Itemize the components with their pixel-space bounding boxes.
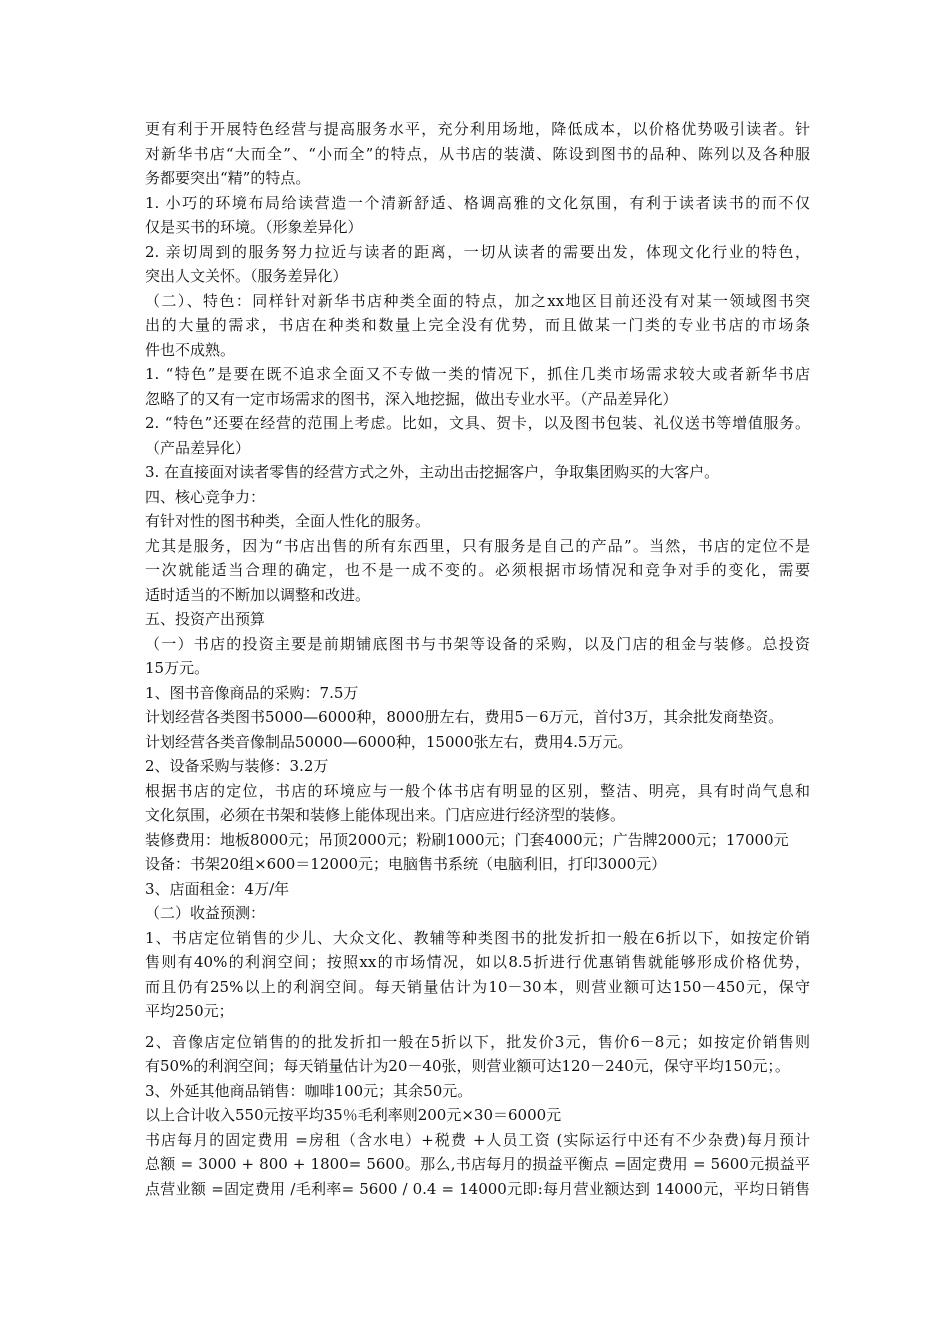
text-line: 五、投资产出预算	[145, 610, 266, 628]
paragraph	[145, 828, 810, 853]
text-line: 1、书店定位销售的少儿、大众文化、教辅等种类图书的批发折扣一般在6折以下，如按定价销	[145, 928, 810, 947]
text-line: 尤其是服务，因为“书店出售的所有东西里，只有服务是自己的产品”。当然，书店的定位不是	[145, 536, 810, 555]
paragraph	[145, 681, 810, 706]
text-line: 1. “特色”是要在既不追求全面又不专做一类的情况下，抓住几类市场需求较大或者新华书店	[145, 365, 810, 383]
text-line: 文化氛围，必须在书架和装修上能体现出来。门店应进行经济型的装修。	[145, 806, 626, 824]
text-line: 出的大量的需求，书店在种类和数量上完全没有优势，而且做某一门类的专业书店的市场条	[145, 316, 810, 334]
paragraph	[145, 289, 810, 363]
paragraph	[145, 1128, 810, 1202]
text-line: 点营业额 =固定费用 /毛利率= 5600 / 0.4 = 14000元即:每月营业额达到 14000元，平均日销售	[145, 1179, 810, 1198]
text-line: （二）收益预测：	[145, 904, 266, 922]
text-line: 15万元。	[145, 659, 210, 677]
text-line: 2. “特色”还要在经营的范围上考虑。比如，文具、贺卡，以及图书包装、礼仪送书等增值服务。	[145, 414, 810, 432]
text-line: 售则有40%的利润空间；按照xx的市场情况，如以8.5折进行优惠销售就能够形成价格优势，	[145, 953, 810, 971]
paragraph	[145, 534, 810, 608]
text-line: 书店每月的固定费用 =房租（含水电）+税费 +人员工资 (实际运行中还有不少杂费)每月预计	[145, 1130, 810, 1149]
text-line: 务都要突出“精”的特点。	[145, 169, 311, 187]
text-line: 而且仍有25%以上的利润空间。每天销量估计为10－30本，则营业额可达150－450元，保守	[145, 977, 810, 996]
text-line: 有针对性的图书种类，全面人性化的服务。	[145, 512, 431, 530]
text-line: 1. 小巧的环境布局给读营造一个清新舒适、格调高雅的文化氛围，有利于读者读书的而不仅	[145, 193, 810, 212]
paragraph	[145, 1103, 810, 1128]
text-line: 有50%的利润空间；每天销量估计为20－40张，则营业额可达120－240元，保守平均150元；。	[145, 1057, 790, 1075]
paragraph	[145, 509, 810, 534]
text-line: 设备：书架20组×600＝12000元；电脑售书系统（电脑利旧，打印3000元）	[145, 855, 667, 873]
text-line: （一）书店的投资主要是前期铺底图书与书架等设备的采购，以及门店的租金与装修。总投资	[145, 634, 810, 653]
paragraph	[145, 754, 810, 779]
text-line: 1、图书音像商品的采购：7.5万	[145, 683, 359, 702]
text-line: 2、设备采购与装修：3.2万	[145, 757, 329, 775]
text-line: 根据书店的定位，书店的环境应与一般个体书店有明显的区别，整洁、明亮，具有时尚气息和	[145, 781, 810, 800]
paragraph	[145, 926, 810, 1024]
paragraph	[145, 411, 810, 460]
paragraph	[145, 901, 810, 926]
text-line: 突出人文关怀。（服务差异化）	[145, 267, 348, 285]
paragraph	[145, 632, 810, 681]
text-line: 四、核心竞争力：	[145, 487, 266, 506]
text-line: 件也不成熟。	[145, 340, 236, 359]
paragraph	[145, 485, 810, 510]
paragraph	[145, 117, 810, 191]
text-line: 计划经营各类图书5000—6000种，8000册左右，费用5－6万元，首付3万，其余批发商垫资。	[145, 708, 784, 726]
text-line: 一次就能适当合理的确定，也不是一成不变的。必须根据市场情况和竞争对手的变化，需要	[145, 561, 810, 579]
text-line: 装修费用：地板8000元；吊顶2000元；粉刷1000元；门套4000元；广告牌2000元；17000元	[145, 830, 789, 849]
document-body	[145, 117, 810, 1201]
text-line: 对新华书店“大而全”、“小而全”的特点，从书店的装潢、陈设到图书的品种、陈列以及各种服	[145, 144, 810, 163]
paragraph	[145, 877, 810, 902]
paragraph	[145, 460, 810, 485]
text-line: 忽略了的又有一定市场需求的图书，深入地挖掘，做出专业水平。（产品差异化）	[145, 389, 678, 408]
paragraph	[145, 240, 810, 289]
text-line: 2、音像店定位销售的的批发折扣一般在5折以下，批发价3元，售价6－8元；如按定价销售则	[145, 1032, 810, 1051]
text-line: 3. 在直接面对读者零售的经营方式之外，主动出击挖掘客户，争取集团购买的大客户。	[145, 463, 720, 481]
paragraph	[145, 705, 810, 730]
text-line: 仅是买书的环境。（形象差异化）	[145, 218, 363, 236]
text-line: 总额 = 3000 + 800 + 1800= 5600。那么,书店每月的损益平衡点 =固定费用 = 5600元损益平	[145, 1155, 810, 1173]
text-line: 3、店面租金：4万/年	[145, 879, 290, 898]
text-line: 3、外延其他商品销售：咖啡100元；其余50元。	[145, 1081, 473, 1100]
paragraph	[145, 1079, 810, 1104]
paragraph	[145, 852, 810, 877]
text-line: （二）、特色：同样针对新华书店种类全面的特点，加之xx地区目前还没有对某一领域图书突	[145, 291, 810, 310]
text-line: 平均250元；	[145, 1002, 234, 1020]
paragraph	[145, 779, 810, 828]
text-line: 适时适当的不断加以调整和改进。	[145, 585, 371, 604]
paragraph	[145, 730, 810, 755]
text-line: 以上合计收入550元按平均35％毛利率则200元×30＝6000元	[145, 1106, 562, 1124]
paragraph	[145, 362, 810, 411]
text-line: （产品差异化）	[145, 438, 251, 457]
paragraph	[145, 607, 810, 632]
text-line: 更有利于开展特色经营与提高服务水平，充分利用场地，降低成本，以价格优势吸引读者。针	[145, 120, 810, 138]
text-line: 计划经营各类音像制品50000—6000种，15000张左右，费用4.5万元。	[145, 732, 633, 751]
paragraph	[145, 1030, 810, 1079]
text-line: 2. 亲切周到的服务努力拉近与读者的距离，一切从读者的需要出发，体现文化行业的特色，	[145, 242, 810, 261]
paragraph	[145, 191, 810, 240]
